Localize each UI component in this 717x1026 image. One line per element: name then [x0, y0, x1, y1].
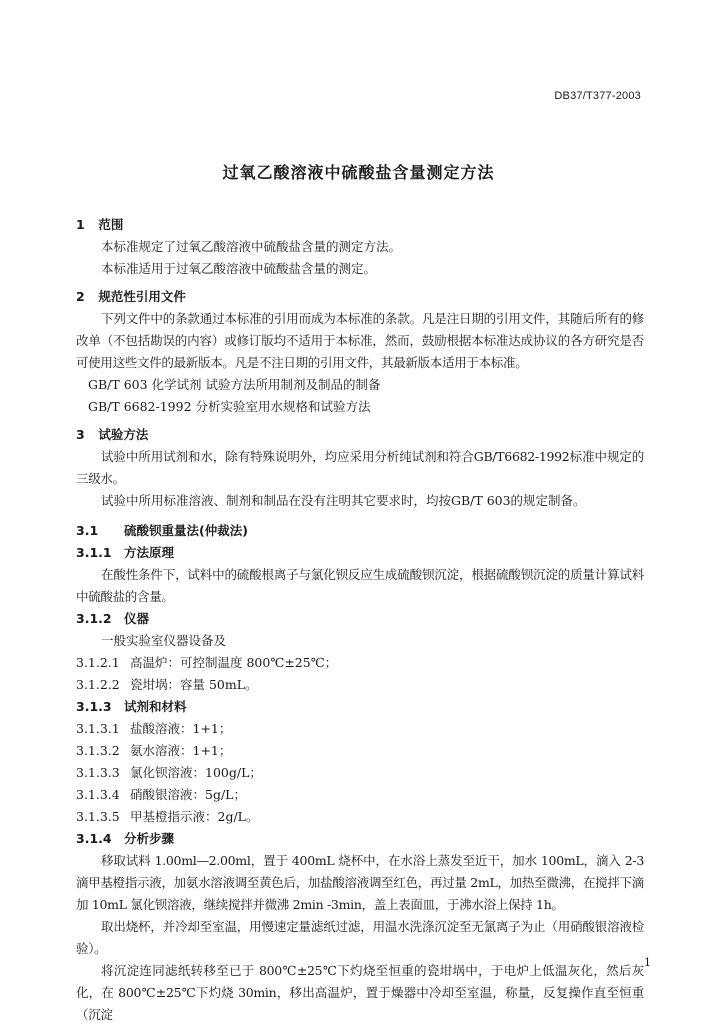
subsection-number: 3.1.2 [76, 611, 112, 626]
subsection-number: 3.1.1 [76, 545, 112, 560]
section-title: 试验方法 [98, 427, 149, 442]
section-1-heading [76, 214, 644, 236]
section-title: 范围 [98, 217, 124, 232]
subsection-title: 试剂和材料 [124, 699, 187, 714]
paragraph: 将沉淀连同滤纸转移至已于 800℃±25℃下灼烧至恒重的瓷坩埚中，于电炉上低温灰化，然后灰化，在 800℃±25℃下灼烧 30min，移出高温炉，置于燥器中冷却至室温，称量，反复操作直至恒重（沉淀 [76, 963, 644, 1022]
clause-item [76, 652, 644, 674]
clause-number: 3.1.3.3 [76, 765, 120, 780]
section-2-heading [76, 286, 644, 308]
paragraph: 取出烧杯，并冷却至室温，用慢速定量滤纸过滤，用温水洗涤沉淀至无氯离子为止（用硝酸银溶液检验）。 [76, 919, 644, 956]
paragraph: 移取试料 1.00ml—2.00ml，置于 400mL 烧杯中，在水浴上蒸发至近干，加水 100mL，滴入 2-3 滴甲基橙指示液，加氨水溶液调至黄色后，加盐酸溶液调至红色，再过量 2mL，加热至微沸，在搅拌下滴加 10mL 氯化钡溶液，继续搅拌并微沸 2min -3min，盖上表面皿，于沸水浴上保持 1h。 [76, 853, 644, 912]
clause-number: 3.1.3.1 [76, 721, 120, 736]
section-number: 2 [76, 289, 85, 304]
clause-text: 甲基橙指示液：2g/L。 [130, 809, 259, 824]
clause-number: 3.1.3.4 [76, 787, 120, 802]
doc-code: DB37/T377-2003 [554, 90, 641, 102]
paragraph: 试验中所用标准溶液、制剂和制品在没有注明其它要求时，均按GB/T 603的规定制备。 [101, 493, 586, 508]
subsection-number: 3.1 [76, 523, 99, 538]
clause-text: 盐酸溶液：1+1； [130, 721, 232, 736]
subsection-title: 方法原理 [124, 545, 175, 560]
clause-number: 3.1.3.5 [76, 809, 120, 824]
clause-text: 瓷坩埚：容量 50mL。 [130, 677, 258, 692]
subsection-number: 3.1.4 [76, 831, 112, 846]
clause-text: 氨水溶液：1+1； [130, 743, 232, 758]
paragraph: 本标准规定了过氧乙酸溶液中硫酸盐含量的测定方法。 [101, 239, 402, 254]
document-body [76, 214, 644, 1026]
section-number: 3 [76, 427, 85, 442]
clause-number: 3.1.3.2 [76, 743, 120, 758]
clause-text: 高温炉：可控制温度 800℃±25℃； [130, 655, 338, 670]
subsection-heading [76, 696, 644, 718]
paragraph: 一般实验室仪器设备及 [101, 633, 227, 648]
section-number: 1 [76, 217, 85, 232]
clause-item [76, 784, 644, 806]
paragraph: 在酸性条件下，试料中的硫酸根离子与氯化钡反应生成硫酸钡沉淀，根据硫酸钡沉淀的质量计算试料中硫酸盐的含量。 [76, 567, 644, 604]
subsection-heading [76, 542, 644, 564]
clause-text: 硝酸银溶液：5g/L； [130, 787, 246, 802]
page-title: 过氧乙酸溶液中硫酸盐含量测定方法 [222, 163, 495, 182]
clause-text: 氯化钡溶液：100g/L； [130, 765, 262, 780]
clause-item [76, 674, 644, 696]
clause-item [76, 740, 644, 762]
clause-number: 3.1.2.2 [76, 677, 120, 692]
section-title: 规范性引用文件 [98, 289, 186, 304]
paragraph: 本标准适用于过氧乙酸溶液中硫酸盐含量的测定。 [101, 261, 377, 276]
subsection-title: 分析步骤 [124, 831, 175, 846]
reference-item: GB/T 603 化学试剂 试验方法所用制剂及制品的制备 [88, 377, 381, 392]
subsection-number: 3.1.3 [76, 699, 112, 714]
subsection-title: 硫酸钡重量法(仲裁法) [124, 523, 248, 538]
subsection-heading [76, 608, 644, 630]
clause-item [76, 806, 644, 828]
clause-item [76, 762, 644, 784]
paragraph: 下列文件中的条款通过本标准的引用而成为本标准的条款。凡是注日期的引用文件，其随后所有的修改单（不包括勘误的内容）或修订版均不适用于本标准，然而，鼓励根据本标准达成协议的各方研究是否可使用这些文件的最新版本。凡是不注日期的引用文件，其最新版本适用于本标准。 [76, 311, 644, 370]
clause-number: 3.1.2.1 [76, 655, 120, 670]
section-3-heading [76, 424, 644, 446]
paragraph: 试验中所用试剂和水，除有特殊说明外，均应采用分析纯试剂和符合GB/T6682-1992标准中规定的三级水。 [76, 449, 644, 486]
reference-item: GB/T 6682-1992 分析实验室用水规格和试验方法 [88, 399, 371, 414]
clause-item [76, 718, 644, 740]
subsection-heading [76, 828, 644, 850]
page-number: 1 [644, 956, 651, 969]
subsection-heading [76, 520, 644, 542]
subsection-title: 仪器 [124, 611, 150, 626]
